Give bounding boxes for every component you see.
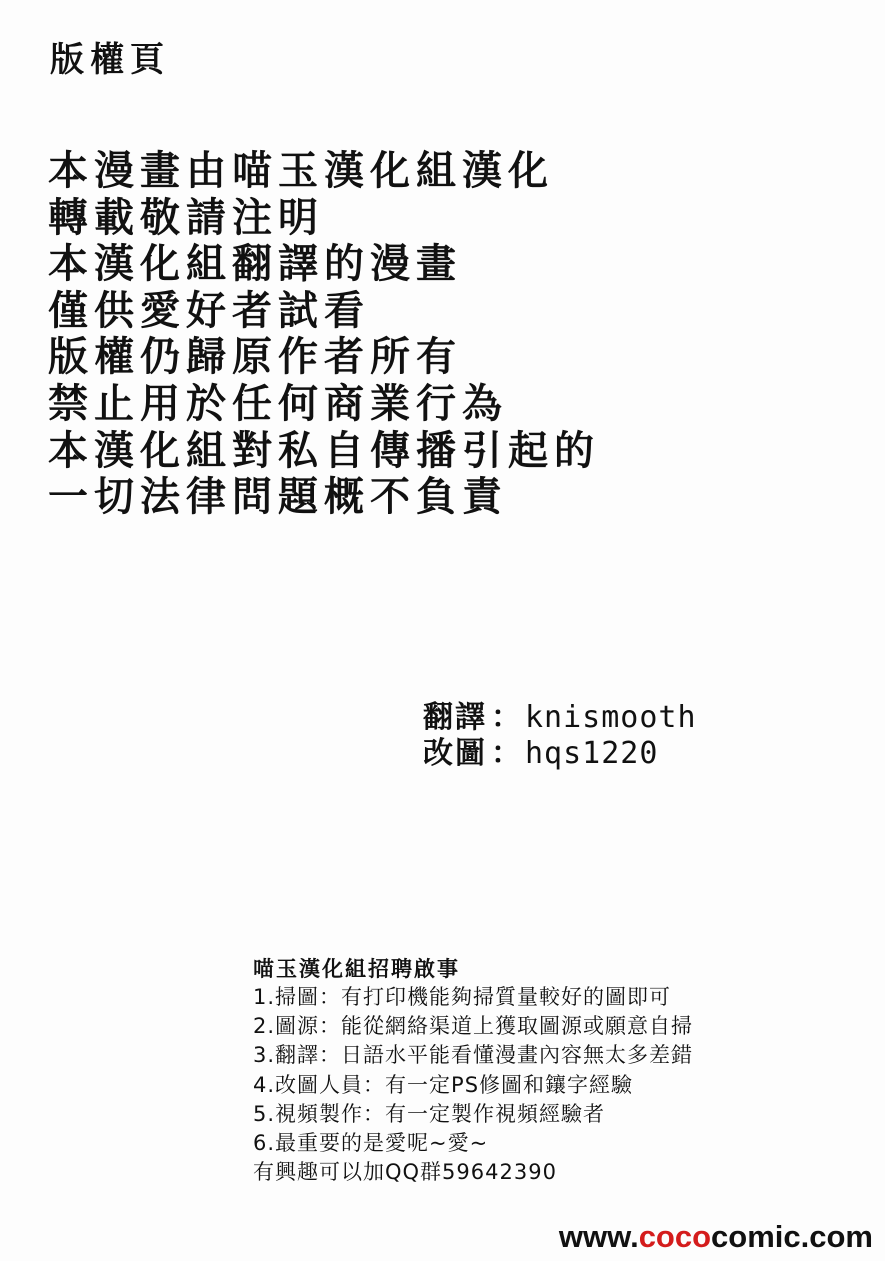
notice-line: 本漢化組翻譯的漫畫 bbox=[48, 241, 462, 288]
recruitment-item: 2.圖源：能從網絡渠道上獲取圖源或願意自掃 bbox=[253, 1014, 694, 1039]
site-watermark bbox=[559, 1219, 873, 1255]
notice-line: 版權仍歸原作者所有 bbox=[48, 334, 462, 381]
credit-label: 改圖 bbox=[423, 736, 487, 771]
page-title: 版權頁 bbox=[50, 40, 170, 80]
credit-separator: ： bbox=[491, 736, 521, 771]
credit-separator: ： bbox=[491, 700, 521, 735]
notice-line: 一切法律問題概不負責 bbox=[48, 474, 508, 521]
credits bbox=[423, 700, 697, 772]
recruitment-item: 4.改圖人員：有一定PS修圖和鑲字經驗 bbox=[253, 1072, 634, 1097]
credit-editor bbox=[423, 736, 697, 772]
watermark-prefix: www. bbox=[558, 1219, 639, 1254]
recruitment-item: 1.掃圖：有打印機能夠掃質量較好的圖即可 bbox=[253, 985, 672, 1009]
notice-line: 僅供愛好者試看 bbox=[48, 287, 370, 334]
recruitment-item: 6.最重要的是愛呢~愛~ bbox=[253, 1131, 489, 1156]
credit-value: hqs1220 bbox=[525, 736, 659, 771]
watermark-highlight: coco bbox=[638, 1219, 712, 1254]
credit-translator bbox=[423, 700, 697, 736]
notice-line: 本漢化組對私自傳播引起的 bbox=[48, 427, 600, 474]
recruitment-item: 3.翻譯：日語水平能看懂漫畫內容無太多差錯 bbox=[253, 1043, 694, 1068]
watermark-suffix: comic.com bbox=[711, 1219, 873, 1254]
notice-line: 本漫畫由喵玉漢化組漢化 bbox=[48, 148, 554, 194]
recruitment-item: 5.視頻製作：有一定製作視頻經驗者 bbox=[253, 1101, 606, 1126]
recruitment-notice bbox=[253, 955, 693, 1187]
notice-line: 禁止用於任何商業行為 bbox=[48, 380, 508, 427]
recruitment-list bbox=[253, 983, 693, 1158]
credit-label: 翻譯 bbox=[423, 700, 487, 735]
copyright-notice bbox=[48, 148, 600, 521]
credit-value: knismooth bbox=[525, 700, 697, 735]
recruitment-title: 喵玉漢化組招聘啟事 bbox=[253, 957, 460, 981]
notice-line: 轉載敬請注明 bbox=[48, 194, 324, 241]
recruitment-contact: 有興趣可以加QQ群59642390 bbox=[253, 1160, 557, 1185]
